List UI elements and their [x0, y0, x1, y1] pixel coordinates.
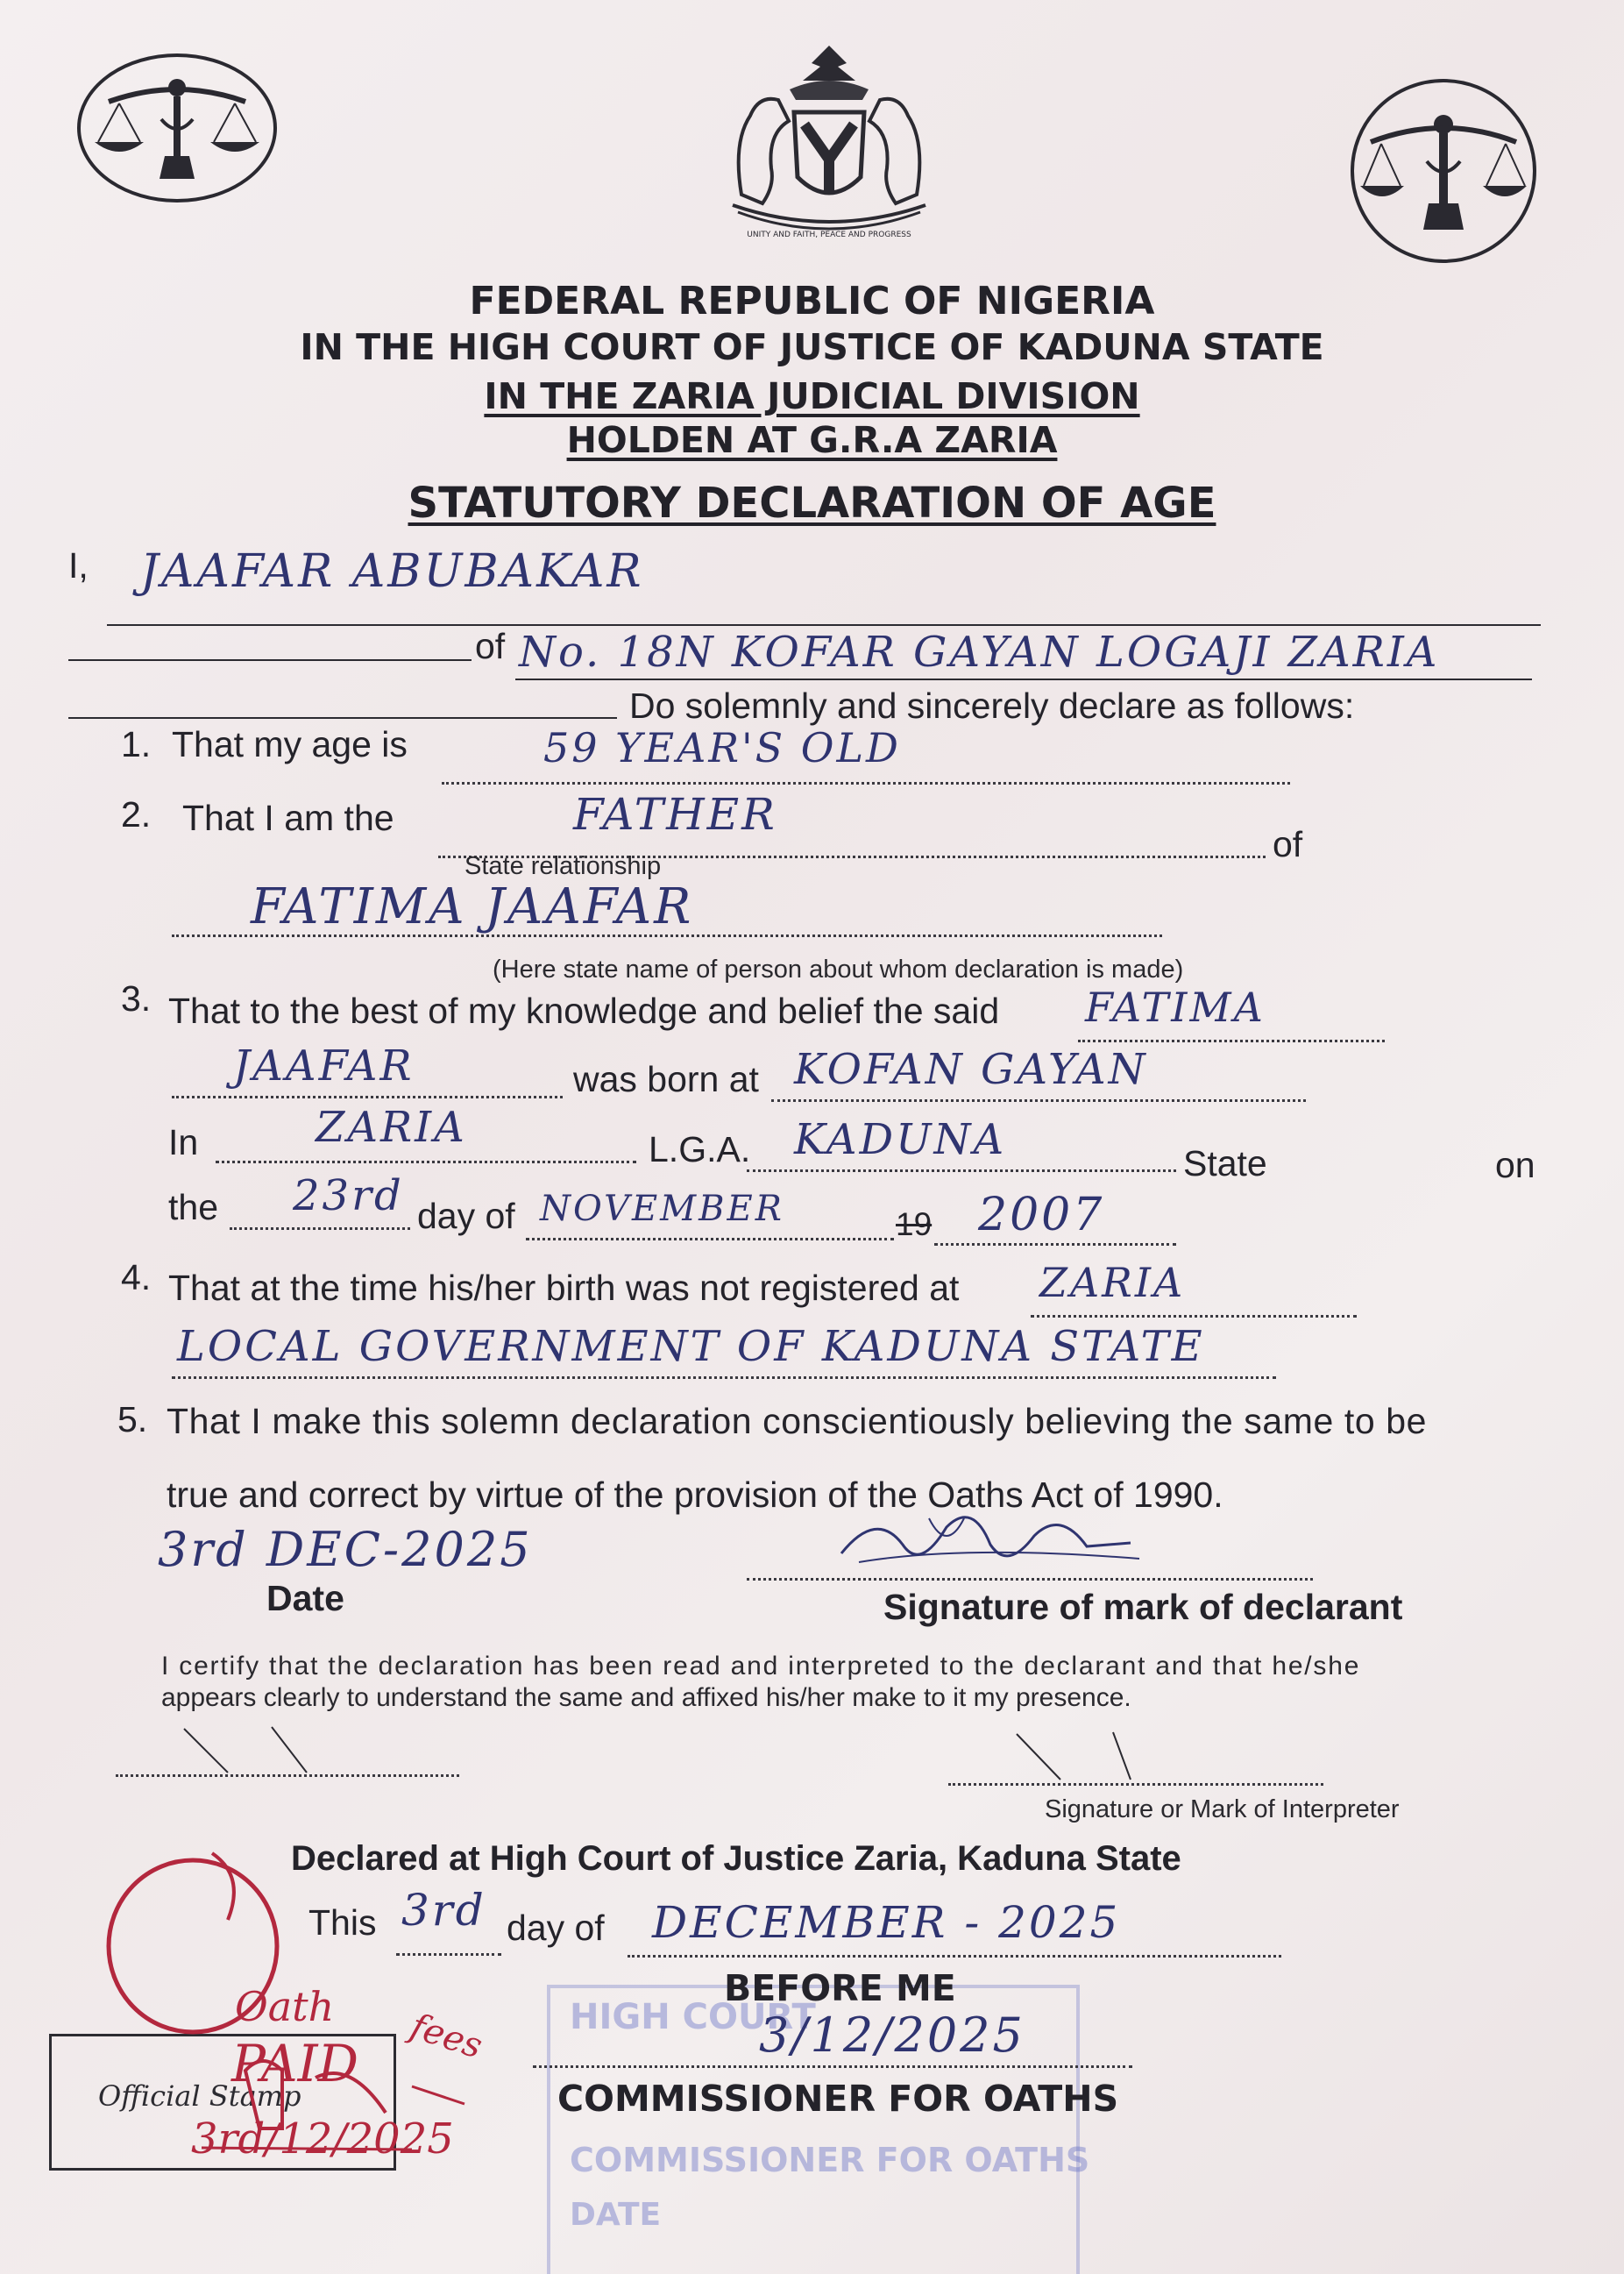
- certification-line1: I certify that the declaration has been read and interpreted to the declarant and that he/she: [161, 1652, 1361, 1681]
- red-oath-text: Oath: [235, 1983, 335, 2030]
- declarant-address: No. 18N KOFAR GAYAN LOGAJI ZARIA: [519, 628, 1440, 677]
- this-label: This: [308, 1902, 377, 1943]
- interpreter-signature-label: Signature or Mark of Interpreter: [1045, 1795, 1400, 1823]
- item1-age-value: 59 YEAR'S OLD: [543, 724, 901, 771]
- header-court: IN THE HIGH COURT OF JUSTICE OF KADUNA STATE: [300, 326, 1324, 368]
- day-of-label: day of: [417, 1196, 515, 1236]
- header-division: IN THE ZARIA JUDICIAL DIVISION: [484, 375, 1140, 417]
- solemn-declaration-text: Do solemnly and sincerely declare as follows:: [629, 686, 1355, 726]
- header-country: FEDERAL REPUBLIC OF NIGERIA: [469, 279, 1155, 323]
- item2-person-name: FATIMA JAAFAR: [251, 878, 694, 935]
- century-printed: 19: [896, 1206, 933, 1242]
- blue-stamp-line2: COMMISSIONER FOR OATHS: [570, 2141, 1090, 2179]
- born-at-label: was born at: [573, 1059, 759, 1099]
- official-stamp-label: Official Stamp: [98, 2079, 301, 2113]
- item5-line1: That I make this solemn declaration conscientiously believing the same to be: [167, 1401, 1428, 1441]
- the-label: the: [168, 1187, 218, 1227]
- red-stamp-date: 3rd/12/2025: [191, 2114, 454, 2164]
- birth-month-value: NOVEMBER: [540, 1189, 784, 1229]
- birth-year-value: 2007: [978, 1189, 1105, 1241]
- page-title: STATUTORY DECLARATION OF AGE: [408, 479, 1216, 528]
- item2-text: That I am the: [182, 798, 394, 838]
- lga-value: KADUNA: [794, 1115, 1007, 1164]
- item2-of-label: of: [1273, 824, 1303, 864]
- scales-of-justice-icon-left: [74, 51, 280, 205]
- item4-text: That at the time his/her birth was not registered at: [168, 1268, 960, 1308]
- lga-label: L.G.A.: [649, 1129, 751, 1169]
- birth-day-value: 23rd: [293, 1171, 404, 1220]
- in-label: In: [168, 1122, 199, 1162]
- on-label: on: [1495, 1145, 1535, 1185]
- born-place-value: KOFAN GAYAN: [794, 1045, 1148, 1094]
- coat-of-arms-icon: [706, 37, 952, 247]
- person-hint: (Here state name of person about whom declaration is made): [493, 956, 1184, 984]
- registration-place: ZARIA: [1039, 1259, 1186, 1306]
- registration-place-continued: LOCAL GOVERNMENT OF KADUNA STATE: [177, 1322, 1205, 1371]
- certification-line2: appears clearly to understand the same and affixed his/her make to it my presence.: [161, 1683, 1131, 1712]
- scales-of-justice-icon-right: [1346, 75, 1541, 266]
- item2-number: 2.: [121, 794, 152, 835]
- item3-name-part2: JAAFAR: [233, 1041, 415, 1091]
- item1-number: 1.: [121, 724, 152, 764]
- footer-month-year-value: DECEMBER - 2025: [652, 1897, 1121, 1948]
- relationship-hint: State relationship: [465, 852, 662, 880]
- signature-label: Signature of mark of declarant: [883, 1587, 1403, 1627]
- item3-number: 3.: [121, 978, 152, 1019]
- commissioner-date-value: 3/12/2025: [759, 2008, 1025, 2063]
- item4-number: 4.: [121, 1257, 152, 1297]
- blue-stamp-line1: HIGH COURT: [570, 1997, 816, 2037]
- item5-line2: true and correct by virtue of the provision of the Oaths Act of 1990.: [167, 1475, 1223, 1515]
- declarant-signature: [824, 1492, 1157, 1580]
- item5-number: 5.: [117, 1399, 148, 1439]
- interpreter-strike-right: [999, 1729, 1174, 1781]
- red-fees-text: fees: [405, 2006, 487, 2067]
- red-paid-text: PAID: [231, 2034, 358, 2093]
- declared-at-text: Declared at High Court of Justice Zaria, Kaduna State: [291, 1839, 1181, 1878]
- in-place-value: ZARIA: [316, 1103, 467, 1152]
- date-label: Date: [266, 1578, 344, 1618]
- item3-name-part1: FATIMA: [1085, 984, 1266, 1031]
- declaration-date-value: 3rd DEC-2025: [158, 1522, 533, 1577]
- declarant-name: JAAFAR ABUBAKAR: [140, 545, 644, 598]
- footer-day-value: 3rd: [401, 1885, 486, 1936]
- header-holden: HOLDEN AT G.R.A ZARIA: [566, 419, 1058, 461]
- interpreter-strike-left: [167, 1723, 342, 1776]
- item3-text: That to the best of my knowledge and belief the said: [168, 991, 1000, 1031]
- footer-day-of-label: day of: [507, 1908, 605, 1948]
- coat-of-arms-motto: UNITY AND FAITH, PEACE AND PROGRESS: [747, 231, 911, 239]
- declarant-prefix: I,: [68, 545, 89, 586]
- commissioner-label: COMMISSIONER FOR OATHS: [557, 2078, 1119, 2120]
- item2-relationship-value: FATHER: [573, 789, 777, 840]
- item1-text: That my age is: [172, 724, 408, 764]
- blue-stamp-line3: DATE: [570, 2197, 662, 2233]
- address-of-label: of: [475, 626, 506, 666]
- state-label: State: [1183, 1143, 1267, 1183]
- before-me-label: BEFORE ME: [724, 1967, 956, 2009]
